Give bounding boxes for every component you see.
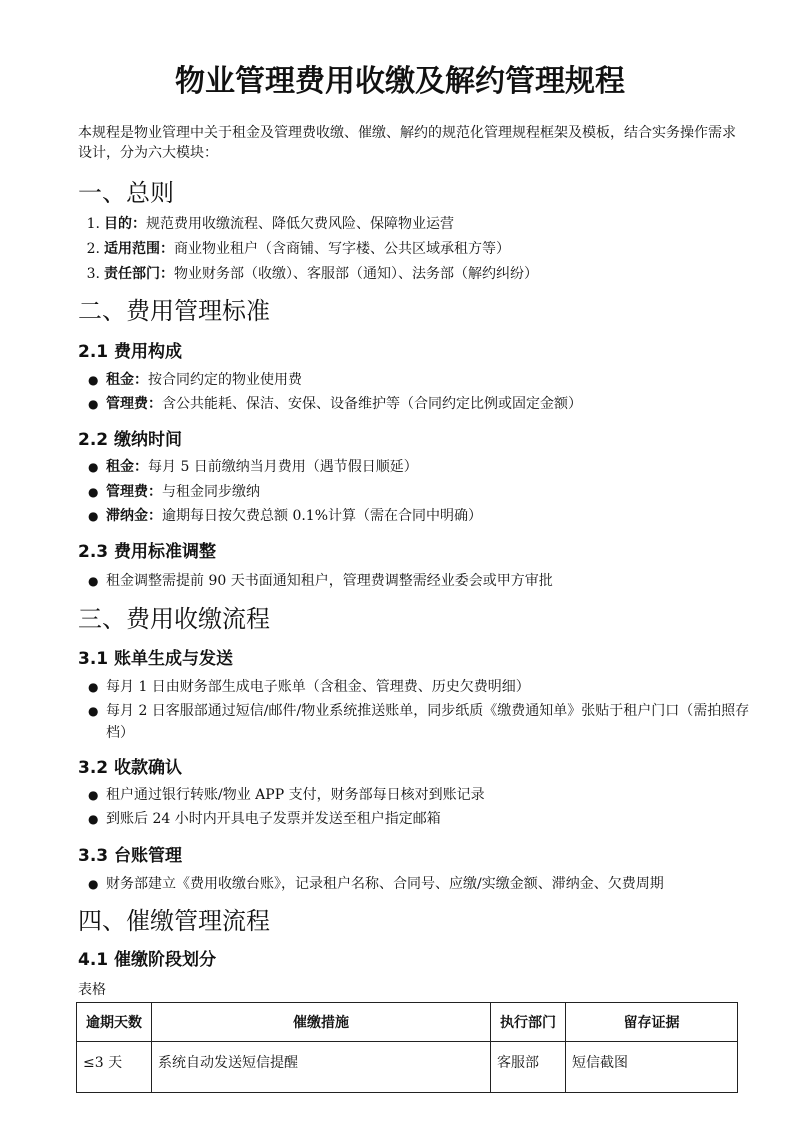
column-header: 执行部门 [491,1003,566,1042]
list-item: 1. 目的：规范费用收缴流程、降低欠费风险、保障物业运营 [86,216,454,232]
bullet-icon: ● [88,373,99,387]
bullet-icon: ● [88,574,99,588]
section-1-heading: 一、总则 [78,179,174,207]
bullet-icon: ● [88,460,99,474]
column-header: 逾期天数 [77,1003,152,1042]
table-caption: 表格 [78,982,106,998]
list-item: ● 管理费：含公共能耗、保洁、安保、设备维护等（合同约定比例或固定金额） [106,393,756,415]
bullet-icon: ● [88,485,99,499]
table-row [77,1042,738,1093]
list-item: ● 到账后 24 小时内开具电子发票并发送至租户指定邮箱 [106,808,756,830]
bullet-icon: ● [88,509,99,523]
subsection-3-1-heading: 3.1 账单生成与发送 [78,649,234,669]
table-cell: 短信截图 [566,1042,738,1093]
section-4-heading: 四、催缴管理流程 [78,907,270,935]
intro-paragraph: 本规程是物业管理中关于租金及管理费收缴、催缴、解约的规范化管理规程框架及模板，结合实务操作需求设计，分为六大模块： [78,125,736,161]
subsection-3-2-heading: 3.2 收款确认 [78,758,183,778]
table-header-row [77,1003,738,1042]
subsection-2-3-heading: 2.3 费用标准调整 [78,542,217,562]
list-item: ● 租金：按合同约定的物业使用费 [106,369,756,391]
table-cell: 系统自动发送短信提醒 [152,1042,491,1093]
bullet-icon: ● [88,812,99,826]
section-3-heading: 三、费用收缴流程 [78,605,270,633]
column-header: 留存证据 [566,1003,738,1042]
subsection-2-1-heading: 2.1 费用构成 [78,342,183,362]
table-cell: ≤3 天 [77,1042,152,1093]
list-item: ● 租户通过银行转账/物业 APP 支付，财务部每日核对到账记录 [106,784,756,806]
list-item: 3. 责任部门：物业财务部（收缴）、客服部（通知）、法务部（解约纠纷） [86,266,538,282]
section-2-heading: 二、费用管理标准 [78,297,270,325]
bullet-icon: ● [88,788,99,802]
dunning-stage-table [76,1002,738,1093]
bullet-icon: ● [88,397,99,411]
subsection-2-2-heading: 2.2 缴纳时间 [78,430,183,450]
bullet-icon: ● [88,877,99,891]
list-item: ● 管理费：与租金同步缴纳 [106,481,756,503]
list-item: ● 每月 1 日由财务部生成电子账单（含租金、管理费、历史欠费明细） [106,676,756,698]
subsection-4-1-heading: 4.1 催缴阶段划分 [78,950,217,970]
subsection-3-3-heading: 3.3 台账管理 [78,846,183,866]
list-item: 2. 适用范围：商业物业租户（含商铺、写字楼、公共区域承租方等） [86,241,510,257]
list-item: ● 滞纳金：逾期每日按欠费总额 0.1%计算（需在合同中明确） [106,505,756,527]
list-item: ● 每月 2 日客服部通过短信/邮件/物业系统推送账单，同步纸质《缴费通知单》张贴于租户门口（需拍照存档） [106,700,756,744]
list-item: ● 财务部建立《费用收缴台账》，记录租户名称、合同号、应缴/实缴金额、滞纳金、欠费周期 [106,873,756,895]
document-title: 物业管理费用收缴及解约管理规程 [175,64,625,99]
column-header: 催缴措施 [152,1003,491,1042]
list-item: ● 租金调整需提前 90 天书面通知租户，管理费调整需经业委会或甲方审批 [106,570,756,592]
table-cell: 客服部 [491,1042,566,1093]
bullet-icon: ● [88,704,99,718]
bullet-icon: ● [88,680,99,694]
list-item: ● 租金：每月 5 日前缴纳当月费用（遇节假日顺延） [106,456,756,478]
